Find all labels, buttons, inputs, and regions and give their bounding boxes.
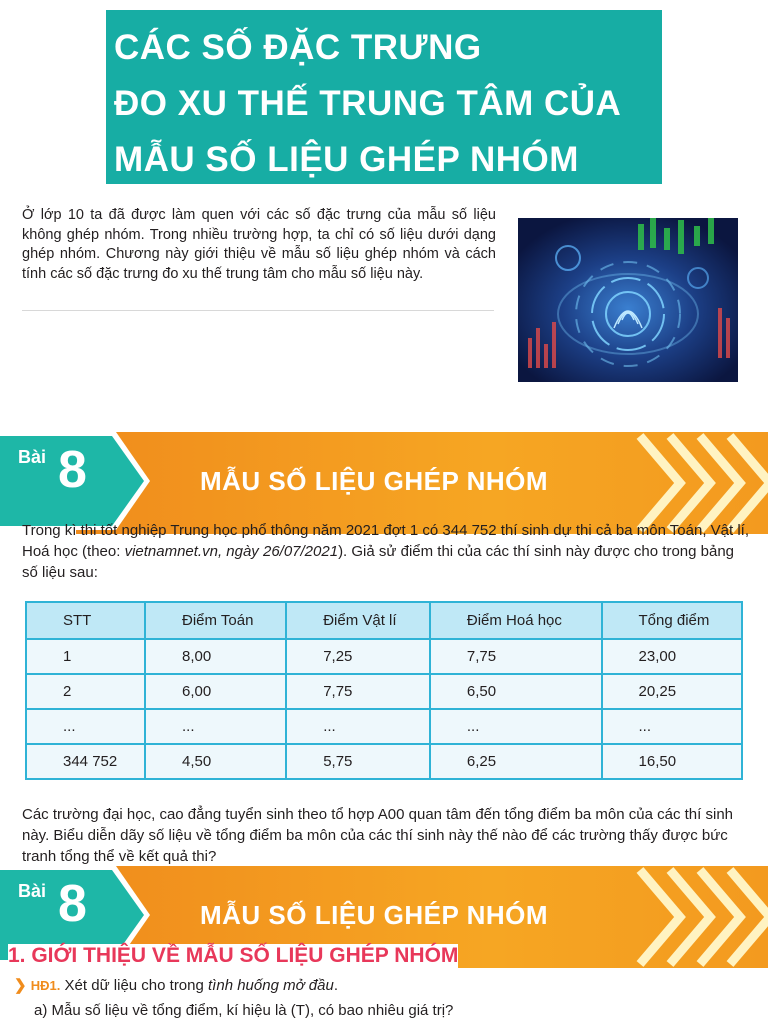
activity-tag: HĐ1.: [30, 978, 61, 993]
chapter-title-box: [106, 10, 662, 184]
header-chemistry: Điểm Hoá học: [430, 602, 602, 639]
section-heading-text: 1. GIỚI THIỆU VỀ MẪU SỐ LIỆU GHÉP NHÓM: [8, 944, 459, 967]
intro-situation-paragraph: [22, 520, 750, 583]
table-cell: 20,25: [602, 674, 742, 709]
scores-table: [25, 601, 743, 780]
table-cell: 4,50: [145, 744, 286, 779]
situation-text-end: ). Giả sử điểm thi của các thí sinh này được cho trong bảng số liệu sau:: [22, 543, 735, 581]
activity-text: Xét dữ liệu cho trong: [64, 977, 209, 994]
table-cell: ...: [26, 709, 145, 744]
header-total: Tổng điểm: [602, 602, 742, 639]
table-cell: 7,75: [430, 639, 602, 674]
table-cell: 1: [26, 639, 145, 674]
table-cell: ...: [286, 709, 430, 744]
section-heading: [8, 944, 458, 972]
table-cell: 5,75: [286, 744, 430, 779]
intro-paragraph: Ở lớp 10 ta đã được làm quen với các số đặc trưng của mẫu số liệu không ghép nhóm. Trong nhiều trường hợp, ta chỉ có số liệu dưới dạng ghép nhóm. Chương này giới thiệu về mẫu số liệu ghép nhóm và cách tính các số đặc trưng đo xu thế trung tâm cho mẫu số liệu này.: [22, 207, 496, 282]
lesson-label: Bài: [18, 447, 47, 467]
table-cell: 16,50: [602, 744, 742, 779]
table-cell: 8,00: [145, 639, 286, 674]
table-cell: 7,75: [286, 674, 430, 709]
activity-text-end: .: [333, 977, 339, 994]
lesson-title: MẪU SỐ LIỆU GHÉP NHÓM: [200, 466, 549, 496]
table-header-row: [26, 602, 742, 639]
lesson-number: 8: [58, 441, 87, 499]
table-cell: ...: [602, 709, 742, 744]
table-cell: 2: [26, 674, 145, 709]
table-cell: 6,25: [430, 744, 602, 779]
table-cell: 344 752: [26, 744, 145, 779]
table-cell: 7,25: [286, 639, 430, 674]
lesson-title: MẪU SỐ LIỆU GHÉP NHÓM: [200, 900, 549, 930]
header-math: Điểm Toán: [145, 602, 286, 639]
lesson-number: 8: [58, 875, 87, 933]
table-cell: ...: [430, 709, 602, 744]
chevron-decoration-icon: [620, 866, 768, 968]
chapter-title-line-3: MẪU SỐ LIỆU GHÉP NHÓM: [114, 140, 579, 179]
chapter-title-line-1: CÁC SỐ ĐẶC TRƯNG: [114, 28, 482, 67]
fingerprint-tech-image: [518, 218, 738, 382]
lesson-banner: [0, 432, 768, 534]
chevron-decoration-icon: [620, 432, 768, 534]
table-row: [26, 744, 742, 779]
header-physics: Điểm Vật lí: [286, 602, 430, 639]
chapter-title-line-2: ĐO XU THẾ TRUNG TÂM CỦA: [114, 84, 622, 123]
table-cell: 6,00: [145, 674, 286, 709]
activity-italic: tình huống mở đầu: [208, 977, 334, 994]
activity-hd1: [14, 976, 338, 994]
table-cell: ...: [145, 709, 286, 744]
header-stt: STT: [26, 602, 145, 639]
arrow-icon: ❯: [14, 977, 27, 994]
source-citation: vietnamnet.vn, ngày 26/07/2021: [124, 543, 339, 560]
intro-divider: [22, 310, 494, 311]
lesson-label: Bài: [18, 881, 47, 901]
situation-text: Trong kì thi tốt nghiệp Trung học phổ thông năm 2021 đợt 1 có 344 752 thí sinh dự thi cả ba môn Toán, Vật lí, Hoá học (theo:: [22, 522, 750, 560]
question-a: a) Mẫu số liệu về tổng điểm, kí hiệu là (T), có bao nhiêu giá trị?: [34, 1002, 454, 1019]
table-cell: 6,50: [430, 674, 602, 709]
question-paragraph: Các trường đại học, cao đẳng tuyển sinh theo tổ hợp A00 quan tâm đến tổng điểm ba môn của các thí sinh này. Biểu diễn dãy số liệu về tổng điểm ba môn của các thí sinh này thế nào để các trường thấy được bức tranh tổng thể về kết quả thi?: [22, 806, 733, 865]
table-row: [26, 639, 742, 674]
table-cell: 23,00: [602, 639, 742, 674]
table-row: [26, 674, 742, 709]
table-row: [26, 709, 742, 744]
